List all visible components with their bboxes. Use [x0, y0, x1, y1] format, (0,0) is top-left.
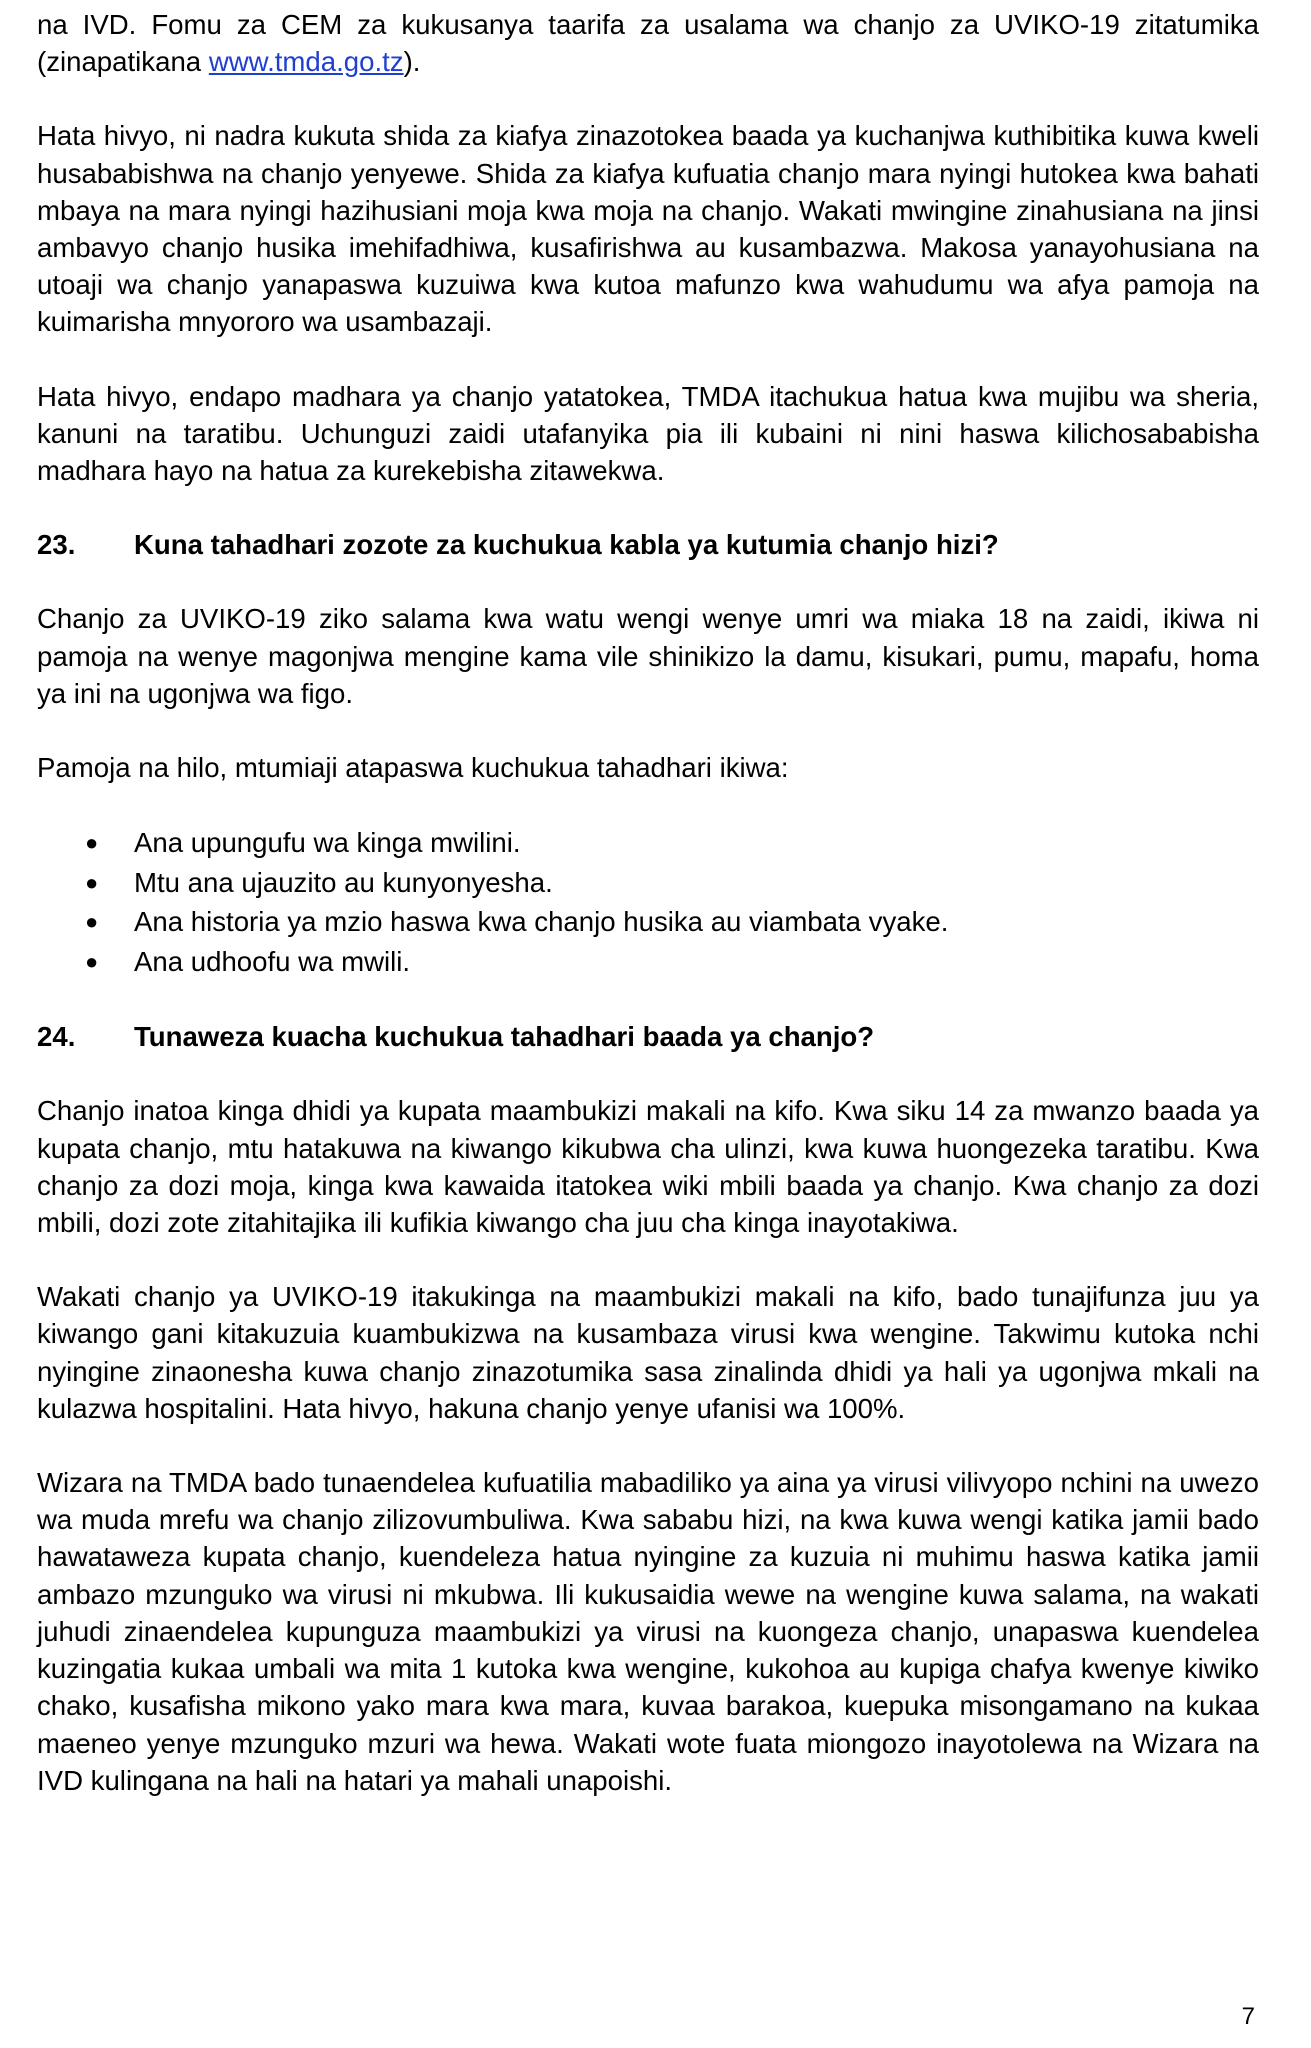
tmda-website-link[interactable]: www.tmda.go.tz	[208, 46, 404, 78]
bullet-icon: ●	[85, 909, 99, 935]
section-23-paragraph-1: Chanjo za UVIKO-19 ziko salama kwa watu wengi wenye umri wa miaka 18 na zaidi, ikiwa ni pamoja na wenye magonjwa mengine kama vile shinikizo la damu, kisukari, pumu, mapafu, homa ya ini na ugonjwa wa figo.	[37, 603, 1259, 709]
section-23-number: 23.	[37, 529, 76, 561]
section-23-paragraph-2: Pamoja na hilo, mtumiaji atapaswa kuchukua tahadhari ikiwa:	[37, 752, 789, 784]
section-24-paragraph-1: Chanjo inatoa kinga dhidi ya kupata maambukizi makali na kifo. Kwa siku 14 za mwanzo baada ya kupata chanjo, mtu hatakuwa na kiwango kikubwa cha ulinzi, kwa kuwa huongezeka taratibu. Kwa chanjo za dozi moja, kinga kwa kawaida itatokea wiki mbili baada ya chanjo. Kwa chanjo za dozi mbili, dozi zote zitahitajika ili kufikia kiwango cha juu cha kinga inayotakiwa.	[37, 1095, 1259, 1239]
section-24-paragraph-2: Wakati chanjo ya UVIKO-19 itakukinga na maambukizi makali na kifo, bado tunajifunza juu ya kiwango gani kitakuzuia kuambukizwa na kusambaza virusi kwa wengine. Takwimu kutoka nchi nyingine zinaonesha kuwa chanjo zinazotumika sasa zinalinda dhidi ya hali ya ugonjwa mkali na kulazwa hospitalini. Hata hivyo, hakuna chanjo yenye ufanisi wa 100%.	[37, 1281, 1259, 1424]
section-24-heading	[37, 1018, 1259, 1055]
list-item-text: Mtu ana ujauzito au kunyonyesha.	[134, 866, 553, 898]
bullet-icon: ●	[85, 869, 99, 895]
section-23-title: Kuna tahadhari zozote za kuchukua kabla ya kutumia chanjo hizi?	[134, 529, 999, 561]
list-item	[37, 863, 1259, 903]
paragraph-3: Hata hivyo, endapo madhara ya chanjo yatatokea, TMDA itachukua hatua kwa mujibu wa sheria, kanuni na taratibu. Uchunguzi zaidi utafanyika pia ili kubaini ni nini haswa kilichosababisha madhara hayo na hatua za kurekebisha zitawekwa.	[37, 380, 1259, 487]
document-page	[37, 6, 1259, 1799]
paragraph-2: Hata hivyo, ni nadra kukuta shida za kiafya zinazotokea baada ya kuchanjwa kuthibitika kuwa kweli husababishwa na chanjo yenyewe. Shida za kiafya kufuatia chanjo mara nyingi hutokea kwa bahati mbaya na mara nyingi hazihusiani moja kwa moja na chanjo. Wakati mwingine zinahusiana na jinsi ambavyo chanjo husika imehifadhiwa, kusafirishwa au kusambazwa. Makosa yanayohusiana na utoaji wa chanjo yanapaswa kuzuiwa kwa kutoa mafunzo kwa wahudumu wa afya pamoja na kuimarisha mnyororo wa usambazaji.	[37, 120, 1259, 338]
bullet-icon: ●	[85, 948, 99, 974]
list-item	[37, 942, 1259, 982]
list-item-text: Ana udhoofu wa mwili.	[134, 945, 411, 977]
paragraph-top-text-b: ).	[403, 46, 421, 78]
list-item	[37, 823, 1259, 863]
bullet-icon: ●	[85, 830, 99, 856]
page-number: 7	[1241, 2003, 1255, 2030]
list-item	[37, 902, 1259, 942]
section-24-title: Tunaweza kuacha kuchukua tahadhari baada ya chanjo?	[134, 1021, 875, 1053]
section-24-paragraph-3: Wizara na TMDA bado tunaendelea kufuatilia mabadiliko ya aina ya virusi vilivyopo nchini na uwezo wa muda mrefu wa chanjo zilizovumbuliwa. Kwa sababu hizi, na kwa kuwa wengi katika jamii bado hawataweza kupata chanjo, kuendeleza hatua nyingine za kuzuia ni muhimu haswa katika jamii ambazo mzunguko wa virusi ni mkubwa. Ili kukusaidia wewe na wengine kuwa salama, na wakati juhudi zinaendelea kupunguza maambukizi ya virusi na kuongeza chanjo, unapaswa kuendelea kuzingatia kukaa umbali wa mita 1 kutoka kwa wengine, kukohoa au kupiga chafya kwenye kiwiko chako, kusafisha mikono yako mara kwa mara, kuvaa barakoa, kuepuka misongamano na kukaa maeneo yenye mzunguko mzuri wa hewa. Wakati wote fuata miongozo inayotolewa na Wizara na IVD kulingana na hali na hatari ya mahali unapoishi.	[37, 1467, 1259, 1796]
section-23-heading	[37, 526, 1259, 563]
precaution-list	[37, 823, 1259, 981]
section-24-number: 24.	[37, 1021, 76, 1053]
list-item-text: Ana upungufu wa kinga mwilini.	[134, 827, 521, 859]
paragraph-top-text-a: na IVD. Fomu za CEM za kukusanya taarifa za usalama wa chanjo za UVIKO-19 zitatumika (zinapatikana	[37, 9, 1259, 78]
paragraph-top	[37, 6, 1259, 80]
list-item-text: Ana historia ya mzio haswa kwa chanjo husika au viambata vyake.	[134, 906, 949, 938]
